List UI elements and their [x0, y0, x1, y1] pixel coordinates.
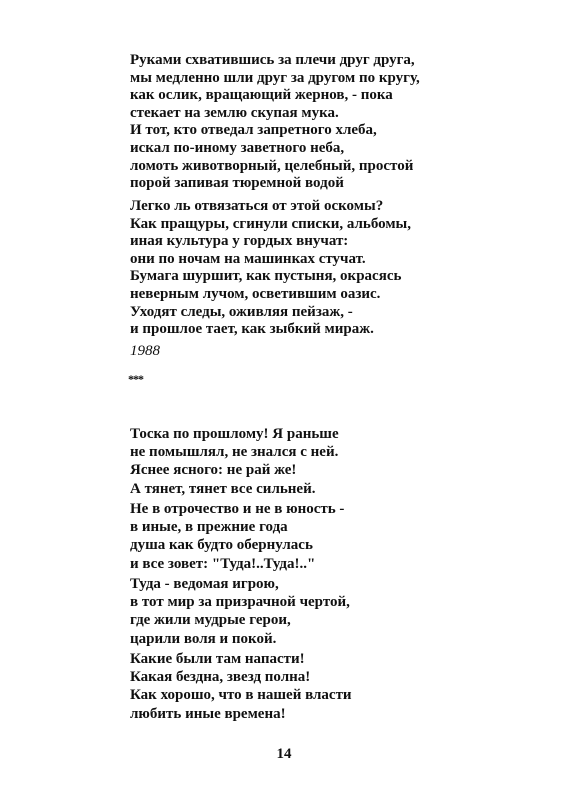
poem-stanza [130, 500, 344, 573]
poem-line: мы медленно шли друг за другом по кругу, [130, 69, 420, 86]
poem-line: Тоска по прошлому! Я раньше [130, 426, 339, 442]
poem-line: Туда - ведомая игрою, [130, 576, 279, 592]
poem-line: Бумага шуршит, как пустыня, окрасясь [130, 268, 402, 285]
poem-line: порой запивая тюремной водой [130, 175, 344, 192]
poem-line: Как хорошо, что в нашей власти [130, 687, 352, 704]
poem-line: А тянет, тянет все сильней. [130, 480, 316, 497]
poem-line: не помышлял, не знался с ней. [130, 444, 339, 461]
poem-line: в иные, в прежние года [130, 519, 288, 536]
poem-line: стекает на землю скупая мука. [130, 104, 339, 121]
poem-line: душа как будто обернулась [130, 537, 313, 554]
page-number: 14 [276, 746, 292, 762]
poem-line: где жили мудрые герои, [130, 612, 291, 629]
poem-line: иная культура у гордых внучат: [130, 233, 349, 250]
poem-line: они по ночам на машинках стучат. [130, 250, 366, 267]
poem-line: ломоть животворный, целебный, простой [130, 157, 414, 174]
poem-stanza [130, 198, 411, 339]
poem-line: Руками схватившись за плечи друг друга, [130, 52, 415, 68]
poem-separator: *** [128, 372, 143, 386]
poem-line: Не в отрочество и не в юность - [130, 501, 345, 517]
poem-line: и все зовет: "Туда!..Туда!.." [130, 555, 316, 572]
poem-line: и прошлое тает, как зыбкий мираж. [130, 321, 374, 338]
poem-line: любить иные времена! [130, 705, 286, 722]
poem-stanza [130, 52, 420, 193]
poem-line: Как пращуры, сгинули списки, альбомы, [130, 215, 412, 232]
poem-line: неверным лучом, осветившим оазис. [130, 285, 381, 302]
poem-line: Яснее ясного: не рай же! [130, 462, 297, 479]
poem-line: в тот мир за призрачной чертой, [130, 594, 350, 611]
poem-line: как ослик, вращающий жернов, - пока [130, 87, 393, 104]
poem-line: Какие были там напасти! [130, 651, 305, 667]
poem-stanza [130, 575, 350, 648]
poem-line: Какая бездна, звезд полна! [130, 669, 311, 686]
poem-date: 1988 [130, 343, 160, 359]
poem-line: искал по-иному заветного неба, [130, 139, 345, 156]
poem-stanza [130, 650, 352, 723]
poem-stanza [130, 425, 339, 498]
poem-line: Легко ль отвязаться от этой оскомы? [130, 198, 384, 214]
poem-line: царили воля и покой. [130, 630, 277, 647]
poem-line: Уходят следы, оживляя пейзаж, - [130, 303, 353, 320]
poem-line: И тот, кто отведал запретного хлеба, [130, 122, 377, 139]
